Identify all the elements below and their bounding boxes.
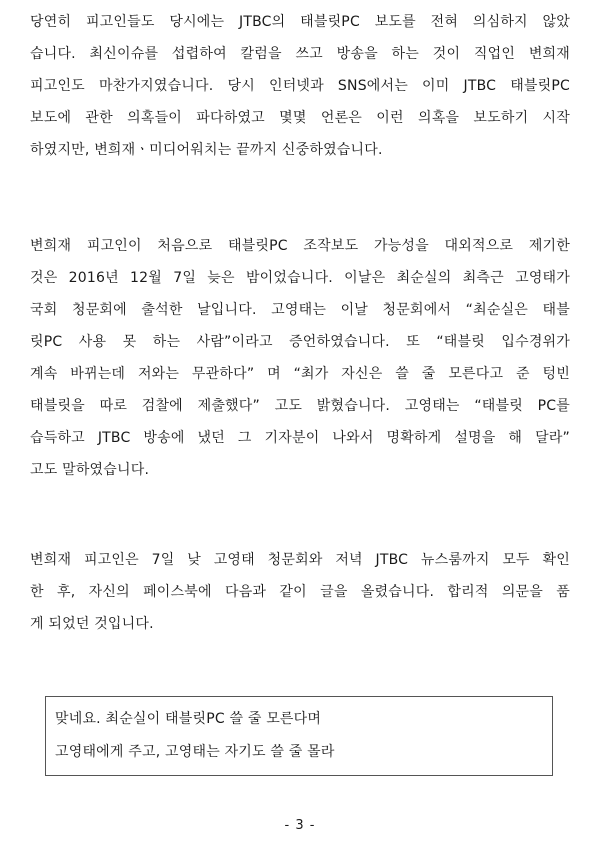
paragraph-line: 당연히 피고인들도 당시에는 JTBC의 태블릿PC 보도를 전혀 의심하지 않았 [30,14,570,30]
paragraph-3 [30,544,570,640]
paragraph-1 [30,6,570,166]
paragraph-line: 습니다. 최신이슈를 섭렵하여 칼럼을 쓰고 방송을 하는 것이 직업인 변희재 [30,46,570,62]
paragraph-line: 국회 청문회에 출석한 날입니다. 고영태는 이날 청문회에서 “최순실은 태블 [30,302,570,318]
paragraph-line: 것은 2016년 12월 7일 늦은 밤이었습니다. 이날은 최순실의 최측근 고영태가 [30,270,570,286]
paragraph-line: 릿PC 사용 못 하는 사람”이라고 증언하였습니다. 또 “태블릿 입수경위가 [30,334,570,350]
paragraph-line: 보도에 관한 의혹들이 파다하였고 몇몇 언론은 이런 의혹을 보도하기 시작 [30,110,570,126]
paragraph-line: 게 되었던 것입니다. [30,616,154,632]
quote-line: 맞네요. 최순실이 태블릿PC 쓸 줄 모른다며 [55,711,322,727]
page-number: - 3 - [284,818,316,833]
paragraph-line: 태블릿을 따로 검찰에 제출했다” 고도 밝혔습니다. 고영태는 “태블릿 PC를 [30,398,570,414]
paragraph-line: 변희재 피고인이 처음으로 태블릿PC 조작보도 가능성을 대외적으로 제기한 [30,238,570,254]
paragraph-line: 계속 바뀌는데 저와는 무관하다” 며 “최가 자신은 쓸 줄 모른다고 준 텅빈 [30,366,570,382]
paragraph-2 [30,230,570,486]
paragraph-line: 하였지만, 변희재ㆍ미디어워치는 끝까지 신중하였습니다. [30,142,383,158]
quote-line: 고영태에게 주고, 고영태는 자기도 쓸 줄 몰라 [55,744,335,760]
paragraph-line: 습득하고 JTBC 방송에 냈던 그 기자분이 나와서 명확하게 설명을 해 달라” [30,430,570,446]
paragraph-line: 한 후, 자신의 페이스북에 다음과 같이 글을 올렸습니다. 합리적 의문을 품 [30,584,570,600]
quoted-post-box [45,696,553,776]
paragraph-line: 변희재 피고인은 7일 낮 고영태 청문회와 저녁 JTBC 뉴스룸까지 모두 확인 [30,552,570,568]
paragraph-line: 고도 말하였습니다. [30,462,150,478]
paragraph-line: 피고인도 마찬가지였습니다. 당시 인터넷과 SNS에서는 이미 JTBC 태블릿PC [30,78,570,94]
